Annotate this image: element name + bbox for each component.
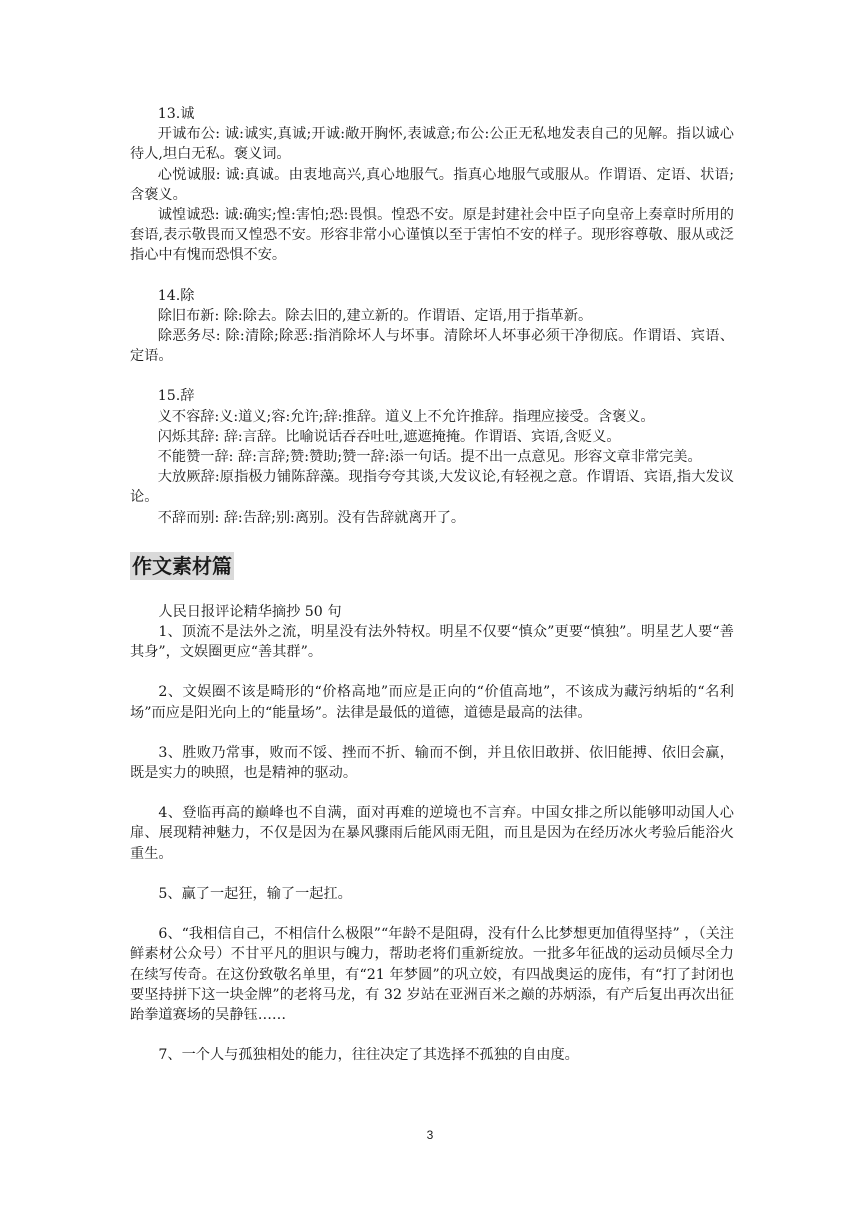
idiom-entry: 闪烁其辞: 辞:言辞。比喻说话吞吞吐吐,遮遮掩掩。作谓语、宾语,含贬义。 [157, 428, 621, 445]
idiom-entry: 除旧布新: 除:除去。除去旧的,建立新的。作谓语、定语,用于指革新。 [157, 307, 593, 324]
spacer [130, 904, 734, 924]
essay-subtitle: 人民日报评论精华摘抄 50 句 [158, 603, 342, 620]
spacer [130, 864, 734, 884]
spacer [130, 662, 734, 682]
quote-item: 7、一个人与孤独相处的能力，往往决定了其选择不孤独的自由度。 [158, 1047, 579, 1064]
idiom-entry: 不辞而别: 辞:告辞;别:离别。没有告辞就离开了。 [157, 509, 466, 526]
section-title: 15.辞 [157, 388, 195, 405]
section-title: 14.除 [157, 287, 195, 304]
quote-item: 1、顶流不是法外之流，明星没有法外特权。明星不仅要“慎众”更要“慎独”。明星艺人要“善其身”，文娱圈更应“善其群”。 [130, 624, 734, 661]
idiom-entry: 心悦诚服: 诚:真诚。由衷地高兴,真心地服气。指真心地服气或服从。作谓语、定语、状语;含褒义。 [130, 166, 734, 203]
idiom-entry: 诚惶诚恐: 诚:确实;惶:害怕;恐:畏惧。惶恐不安。原是封建社会中臣子向皇帝上奏章时所用的套语,表示敬畏而又惶恐不安。形容非常小心谨慎以至于害怕不安的样子。现形容尊敬、服从或泛指心中有愧而恐惧不安。 [130, 207, 734, 264]
spacer [130, 266, 734, 286]
section-heading [130, 552, 734, 580]
spacer [130, 783, 734, 803]
spacer [130, 723, 734, 743]
quote-item: 5、赢了一起狂，输了一起扛。 [158, 885, 352, 902]
idiom-entry: 大放厥辞:原指极力铺陈辞藻。现指夸夸其谈,大发议论,有轻视之意。作谓语、宾语,指大发议论。 [130, 469, 734, 506]
spacer [130, 366, 734, 386]
section-title: 13.诚 [157, 106, 195, 122]
quote-item: 6、“我相信自己，不相信什么极限”“年龄不是阻碍，没有什么比梦想更加值得坚持” ，（关注鲜素材公众号）不甘平凡的胆识与魄力，帮助老将们重新绽放。一批多年征战的运动员倾尽全力在续写传奇。在这份致敬名单里，有“21 年梦圆”的巩立姣，有四战奥运的庞伟，有“打了封闭也要坚持拼下这一块金牌”的老将马龙，有 32 岁站在亚洲百米之巅的苏炳添，有产后复出再次出征跆拳道赛场的吴静钰…… [130, 926, 734, 1023]
section-heading-text: 作文素材篇 [132, 553, 232, 578]
quote-item: 2、文娱圈不该是畸形的“价格高地”而应是正向的“价值高地”，不该成为藏污纳垢的“名利场”而应是阳光向上的“能量场”。法律是最低的道德，道德是最高的法律。 [130, 684, 734, 721]
page-number: 3 [426, 1128, 434, 1142]
idiom-entry: 义不容辞:义:道义;容:允许;辞:推辞。道义上不允许推辞。指理应接受。含褒义。 [157, 408, 655, 425]
idiom-entry: 开诚布公: 诚:诚实,真诚;开诚:敞开胸怀,表诚意;布公:公正无私地发表自己的见解。指以诚心待人,坦白无私。褒义词。 [130, 126, 734, 163]
spacer [130, 1025, 734, 1045]
quote-item: 3、胜败乃常事，败而不馁、挫而不折、输而不倒，并且依旧敢拼、依旧能搏、依旧会赢，既是实力的映照，也是精神的驱动。 [130, 744, 734, 782]
page-content [130, 104, 734, 1065]
idiom-entry: 不能赞一辞: 辞:言辞;赞:赞助;赞一辞:添一句话。提不出一点意见。形容文章非常完美。 [157, 449, 702, 466]
idiom-entry: 除恶务尽: 除:清除;除恶:指消除坏人与坏事。清除坏人坏事必须干净彻底。作谓语、宾语、定语。 [130, 328, 734, 365]
quote-item: 4、登临再高的巅峰也不自满，面对再难的逆境也不言弃。中国女排之所以能够叩动国人心扉、展现精神魅力，不仅是因为在暴风骤雨后能风雨无阻，而且是因为在经历冰火考验后能浴火重生。 [130, 805, 734, 862]
